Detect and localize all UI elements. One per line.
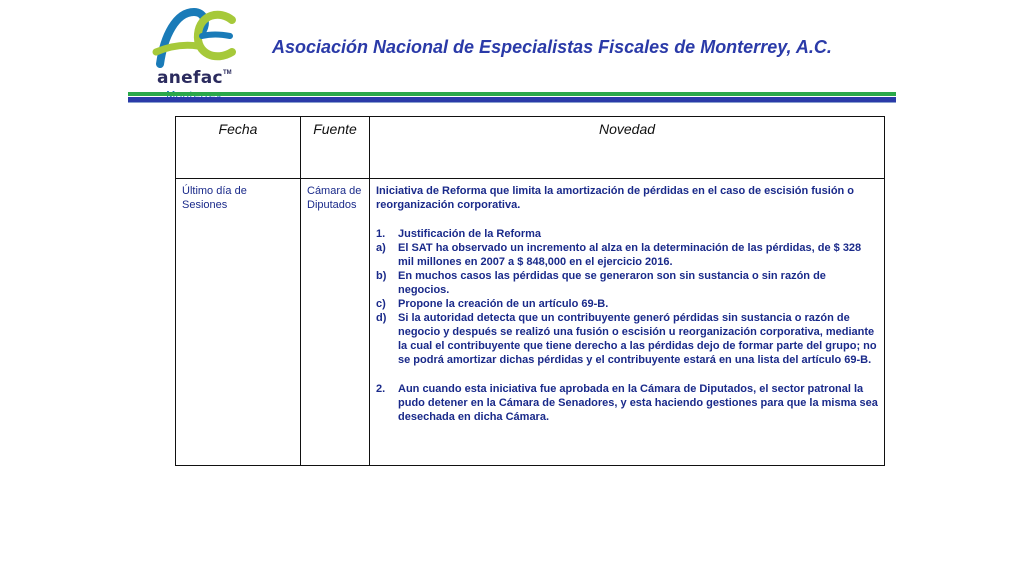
novedad-intro: Iniciativa de Reforma que limita la amortización de pérdidas en el caso de escisión fusión o reorganización corporativa. <box>376 185 855 211</box>
item-marker: d) <box>376 312 387 324</box>
header-novedad: Novedad <box>370 117 885 179</box>
section-2-text: Aun cuando esta iniciativa fue aprobada en la Cámara de Diputados, el sector patronal la pudo detener en la Cámara de Senadores, y esta haciendo gestiones para que la misma sea desechada en dicha Cámara. <box>398 383 878 423</box>
section-2 <box>376 382 878 424</box>
page-title: Asociación Nacional de Especialistas Fiscales de Monterrey, A.C. <box>272 37 832 57</box>
header-fuente: Fuente <box>301 117 370 179</box>
item-marker: c) <box>376 298 386 310</box>
list-item <box>376 311 878 367</box>
list-item <box>376 241 878 269</box>
list-item <box>376 269 878 297</box>
header-fecha: Fecha <box>176 117 301 179</box>
item-marker: a) <box>376 242 386 254</box>
list-item <box>376 297 878 311</box>
logo-wordmark: anefac <box>157 68 223 88</box>
header-rule-thin <box>128 102 896 103</box>
item-text: Si la autoridad detecta que un contribuyente generó pérdidas sin sustancia o razón de negocio y después se realizó una fusión o escisión u reorganización corporativa, mediante la cual el contribuyente que tiene derecho a las pérdidas dejo de formar parte del grupo; no se podrá amortizar dichas pérdidas y el contribuyente estará en una lista del artículo 69-B. <box>398 312 877 366</box>
anefac-logo <box>150 6 240 98</box>
header-rule-green <box>128 92 896 96</box>
item-marker: b) <box>376 270 387 282</box>
section-2-marker: 2. <box>376 383 386 395</box>
item-text: Propone la creación de un artículo 69-B. <box>398 298 609 310</box>
section-1-heading <box>376 227 878 241</box>
table-header-row <box>176 117 885 179</box>
section-1-title: Justificación de la Reforma <box>398 228 542 240</box>
item-text: El SAT ha observado un incremento al alza en la determinación de las pérdidas, de $ 328 mil millones en 2007 a $ 848,000 en el ejercicio 2016. <box>398 242 862 268</box>
cell-novedad <box>370 179 885 466</box>
item-text: En muchos casos las pérdidas que se generaron son sin sustancia o sin razón de negocios. <box>398 270 826 296</box>
section-1-marker: 1. <box>376 228 386 240</box>
cell-fecha: Último día de Sesiones <box>176 179 301 466</box>
cell-fuente: Cámara de Diputados <box>301 179 370 466</box>
table-row <box>176 179 885 466</box>
ae-monogram-icon <box>150 6 240 68</box>
logo-trademark: TM <box>223 70 232 76</box>
news-table <box>175 116 885 466</box>
